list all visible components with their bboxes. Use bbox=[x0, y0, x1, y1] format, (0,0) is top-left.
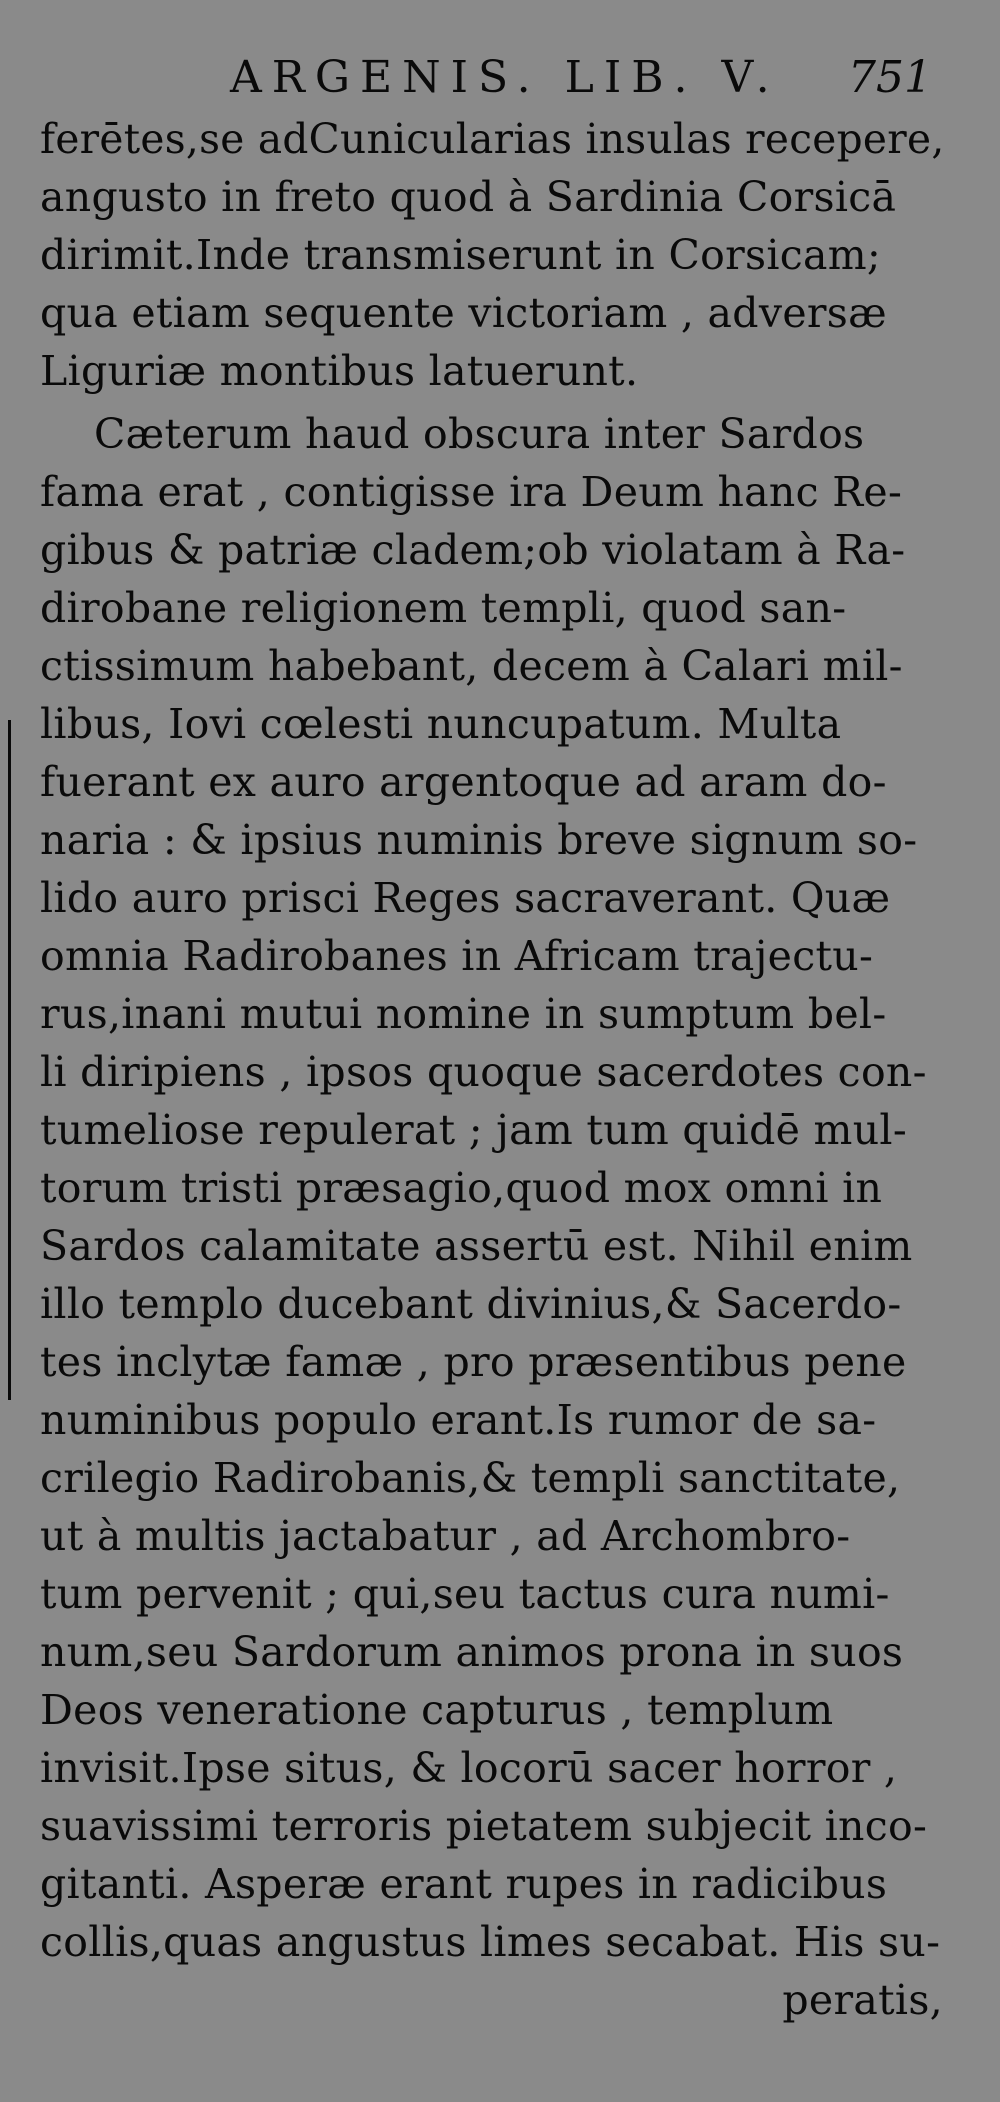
text-line: Cæterum haud obscura inter Sardos bbox=[94, 410, 865, 458]
text-line: libus, Iovi cœlesti nuncupatum. Multa bbox=[40, 700, 842, 748]
margin-rule bbox=[8, 720, 11, 1400]
text-line: dirobane religionem templi, quod san- bbox=[40, 584, 847, 632]
text-line: Deos veneratione capturus , templum bbox=[40, 1686, 834, 1734]
running-title: ARGENIS. LIB. V. bbox=[230, 52, 780, 103]
text-line: crilegio Radirobanis,& templi sanctitate, bbox=[40, 1454, 901, 1502]
text-line: gibus & patriæ cladem;ob violatam à Ra- bbox=[40, 526, 906, 574]
text-line: tes inclytæ famæ , pro præsentibus pene bbox=[40, 1338, 907, 1386]
text-line: illo templo ducebant divinius,& Sacerdo- bbox=[40, 1280, 902, 1328]
text-line: qua etiam sequente victoriam , adversæ bbox=[40, 289, 887, 337]
text-line: angusto in freto quod à Sardinia Corsicā bbox=[40, 173, 897, 221]
text-line: omnia Radirobanes in Africam trajectu- bbox=[40, 932, 874, 980]
text-line: suavissimi terroris pietatem subjecit inco- bbox=[40, 1802, 928, 1850]
text-line: tum pervenit ; qui,seu tactus cura numi- bbox=[40, 1570, 890, 1618]
text-line: gitanti. Asperæ erant rupes in radicibus bbox=[40, 1860, 888, 1908]
text-line: fuerant ex auro argentoque ad aram do- bbox=[40, 758, 887, 806]
text-line: li diripiens , ipsos quoque sacerdotes con- bbox=[40, 1048, 927, 1096]
text-line: num,seu Sardorum animos prona in suos bbox=[40, 1628, 904, 1676]
text-line: rus,inani mutui nomine in sumptum bel- bbox=[40, 990, 887, 1038]
text-line: numinibus populo erant.Is rumor de sa- bbox=[40, 1396, 877, 1444]
text-line: collis,quas angustus limes secabat. His su- bbox=[40, 1918, 941, 1966]
text-line: Liguriæ montibus latuerunt. bbox=[40, 347, 639, 395]
text-line: dirimit.Inde transmiserunt in Corsicam; bbox=[40, 231, 882, 279]
text-line: invisit.Ipse situs, & locorū sacer horror , bbox=[40, 1744, 898, 1792]
text-line: ut à multis jactabatur , ad Archombro- bbox=[40, 1512, 851, 1560]
text-line: lido auro prisci Reges sacraverant. Quæ bbox=[40, 874, 891, 922]
text-line: ctissimum habebant, decem à Calari mil- bbox=[40, 642, 903, 690]
catchword: peratis, bbox=[782, 1976, 943, 2024]
text-line: ferētes,se adCunicularias insulas recepere, bbox=[40, 115, 945, 163]
text-line: tumeliose repulerat ; jam tum quidē mul- bbox=[40, 1106, 907, 1154]
running-header bbox=[230, 52, 940, 112]
text-line: torum tristi præsagio,quod mox omni in bbox=[40, 1164, 883, 1212]
text-line: Sardos calamitate assertū est. Nihil enim bbox=[40, 1222, 913, 1270]
text-line: fama erat , contigisse ira Deum hanc Re- bbox=[40, 468, 903, 516]
page-number: 751 bbox=[848, 52, 932, 103]
text-line: naria : & ipsius numinis breve signum so- bbox=[40, 816, 918, 864]
